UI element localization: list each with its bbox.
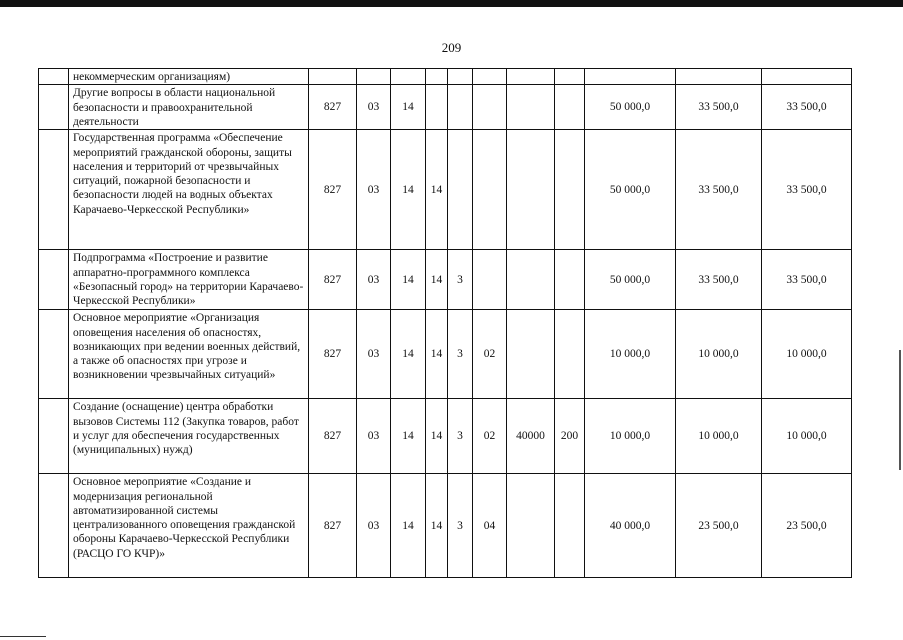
scan-edge-mark — [899, 350, 901, 470]
cell-amount-2 — [676, 69, 762, 85]
table-row — [39, 474, 852, 578]
cell-subsection: 14 — [391, 250, 426, 310]
cell-amount-1: 50 000,0 — [585, 130, 676, 250]
cell-subprogram: 3 — [448, 474, 473, 578]
budget-table — [38, 68, 852, 578]
cell-subprogram — [448, 85, 473, 130]
cell-direction — [507, 250, 555, 310]
cell-direction: 40000 — [507, 399, 555, 474]
cell-amount-1: 50 000,0 — [585, 85, 676, 130]
cell-program: 14 — [426, 250, 448, 310]
cell-section: 03 — [357, 399, 391, 474]
cell-expense-type: 200 — [555, 399, 585, 474]
cell-amount-2: 23 500,0 — [676, 474, 762, 578]
scan-top-border — [0, 0, 903, 7]
cell-event: 04 — [473, 474, 507, 578]
cell-amount-2: 10 000,0 — [676, 399, 762, 474]
cell-expense-type — [555, 130, 585, 250]
row-name: Другие вопросы в области национальной безопасности и правоохранительной деятельности — [69, 85, 309, 130]
page-number: 209 — [441, 40, 462, 55]
cell-code: 827 — [309, 310, 357, 399]
scan-footer-line — [0, 636, 46, 637]
cell-section: 03 — [357, 250, 391, 310]
cell-section: 03 — [357, 130, 391, 250]
cell-code: 827 — [309, 85, 357, 130]
cell-section: 03 — [357, 310, 391, 399]
cell-amount-3: 10 000,0 — [762, 399, 852, 474]
table-row — [39, 310, 852, 399]
row-name: Основное мероприятие «Организация оповещения населения об опасностях, возникающих при ведении военных действий, а также об опасностях при угрозе и возникновении чрезвычайных ситуаций» — [69, 310, 309, 399]
cell-amount-3: 23 500,0 — [762, 474, 852, 578]
table-row — [39, 399, 852, 474]
cell-amount-1: 50 000,0 — [585, 250, 676, 310]
cell-section — [357, 69, 391, 85]
cell-program: 14 — [426, 474, 448, 578]
cell-event — [473, 130, 507, 250]
cell-subsection: 14 — [391, 310, 426, 399]
cell-direction — [507, 310, 555, 399]
row-name: Создание (оснащение) центра обработки вызовов Системы 112 (Закупка товаров, работ и услуг для обеспечения государственных (муниципальных) нужд) — [69, 399, 309, 474]
cell-expense-type — [555, 250, 585, 310]
cell-amount-3: 10 000,0 — [762, 310, 852, 399]
cell-code — [309, 69, 357, 85]
cell-code: 827 — [309, 399, 357, 474]
cell-expense-type — [555, 69, 585, 85]
cell-subsection: 14 — [391, 85, 426, 130]
cell-direction — [507, 130, 555, 250]
table-row — [39, 250, 852, 310]
cell-amount-3 — [762, 69, 852, 85]
row-index-cell — [39, 130, 69, 250]
row-index-cell — [39, 474, 69, 578]
cell-subprogram: 3 — [448, 250, 473, 310]
table-row — [39, 69, 852, 85]
cell-subprogram: 3 — [448, 310, 473, 399]
row-name: Государственная программа «Обеспечение мероприятий гражданской обороны, защиты населения и территорий от чрезвычайных ситуаций, пожарной безопасности и безопасности людей на водных объектах Карачаево-Черкесской Республики» — [69, 130, 309, 250]
cell-subprogram — [448, 130, 473, 250]
row-name: некоммерческим организациям) — [69, 69, 309, 85]
row-index-cell — [39, 399, 69, 474]
cell-section: 03 — [357, 85, 391, 130]
cell-subprogram: 3 — [448, 399, 473, 474]
cell-program — [426, 85, 448, 130]
cell-direction — [507, 474, 555, 578]
cell-subsection: 14 — [391, 399, 426, 474]
cell-code: 827 — [309, 130, 357, 250]
cell-subsection — [391, 69, 426, 85]
row-index-cell — [39, 310, 69, 399]
cell-amount-3: 33 500,0 — [762, 130, 852, 250]
row-index-cell — [39, 85, 69, 130]
row-index-cell — [39, 69, 69, 85]
cell-expense-type — [555, 310, 585, 399]
cell-event — [473, 85, 507, 130]
cell-program — [426, 69, 448, 85]
cell-expense-type — [555, 474, 585, 578]
row-name: Подпрограмма «Построение и развитие аппаратно-программного комплекса «Безопасный город» на территории Карачаево-Черкесской Республики» — [69, 250, 309, 310]
cell-section: 03 — [357, 474, 391, 578]
cell-event: 02 — [473, 310, 507, 399]
cell-amount-1: 10 000,0 — [585, 310, 676, 399]
cell-amount-1: 10 000,0 — [585, 399, 676, 474]
cell-amount-3: 33 500,0 — [762, 85, 852, 130]
cell-direction — [507, 69, 555, 85]
cell-amount-2: 33 500,0 — [676, 85, 762, 130]
cell-event — [473, 69, 507, 85]
cell-amount-2: 33 500,0 — [676, 250, 762, 310]
cell-event: 02 — [473, 399, 507, 474]
cell-amount-2: 33 500,0 — [676, 130, 762, 250]
cell-code: 827 — [309, 250, 357, 310]
cell-expense-type — [555, 85, 585, 130]
cell-subsection: 14 — [391, 130, 426, 250]
cell-program: 14 — [426, 399, 448, 474]
cell-amount-1: 40 000,0 — [585, 474, 676, 578]
cell-amount-1 — [585, 69, 676, 85]
cell-subsection: 14 — [391, 474, 426, 578]
row-name: Основное мероприятие «Создание и модернизация региональной автоматизированной системы централизованного оповещения гражданской обороны Карачаево-Черкесской Республики (РАСЦО ГО КЧР)» — [69, 474, 309, 578]
cell-amount-3: 33 500,0 — [762, 250, 852, 310]
cell-event — [473, 250, 507, 310]
cell-program: 14 — [426, 130, 448, 250]
row-index-cell — [39, 250, 69, 310]
cell-program: 14 — [426, 310, 448, 399]
cell-amount-2: 10 000,0 — [676, 310, 762, 399]
cell-direction — [507, 85, 555, 130]
table-row — [39, 85, 852, 130]
cell-subprogram — [448, 69, 473, 85]
cell-code: 827 — [309, 474, 357, 578]
table-row — [39, 130, 852, 250]
